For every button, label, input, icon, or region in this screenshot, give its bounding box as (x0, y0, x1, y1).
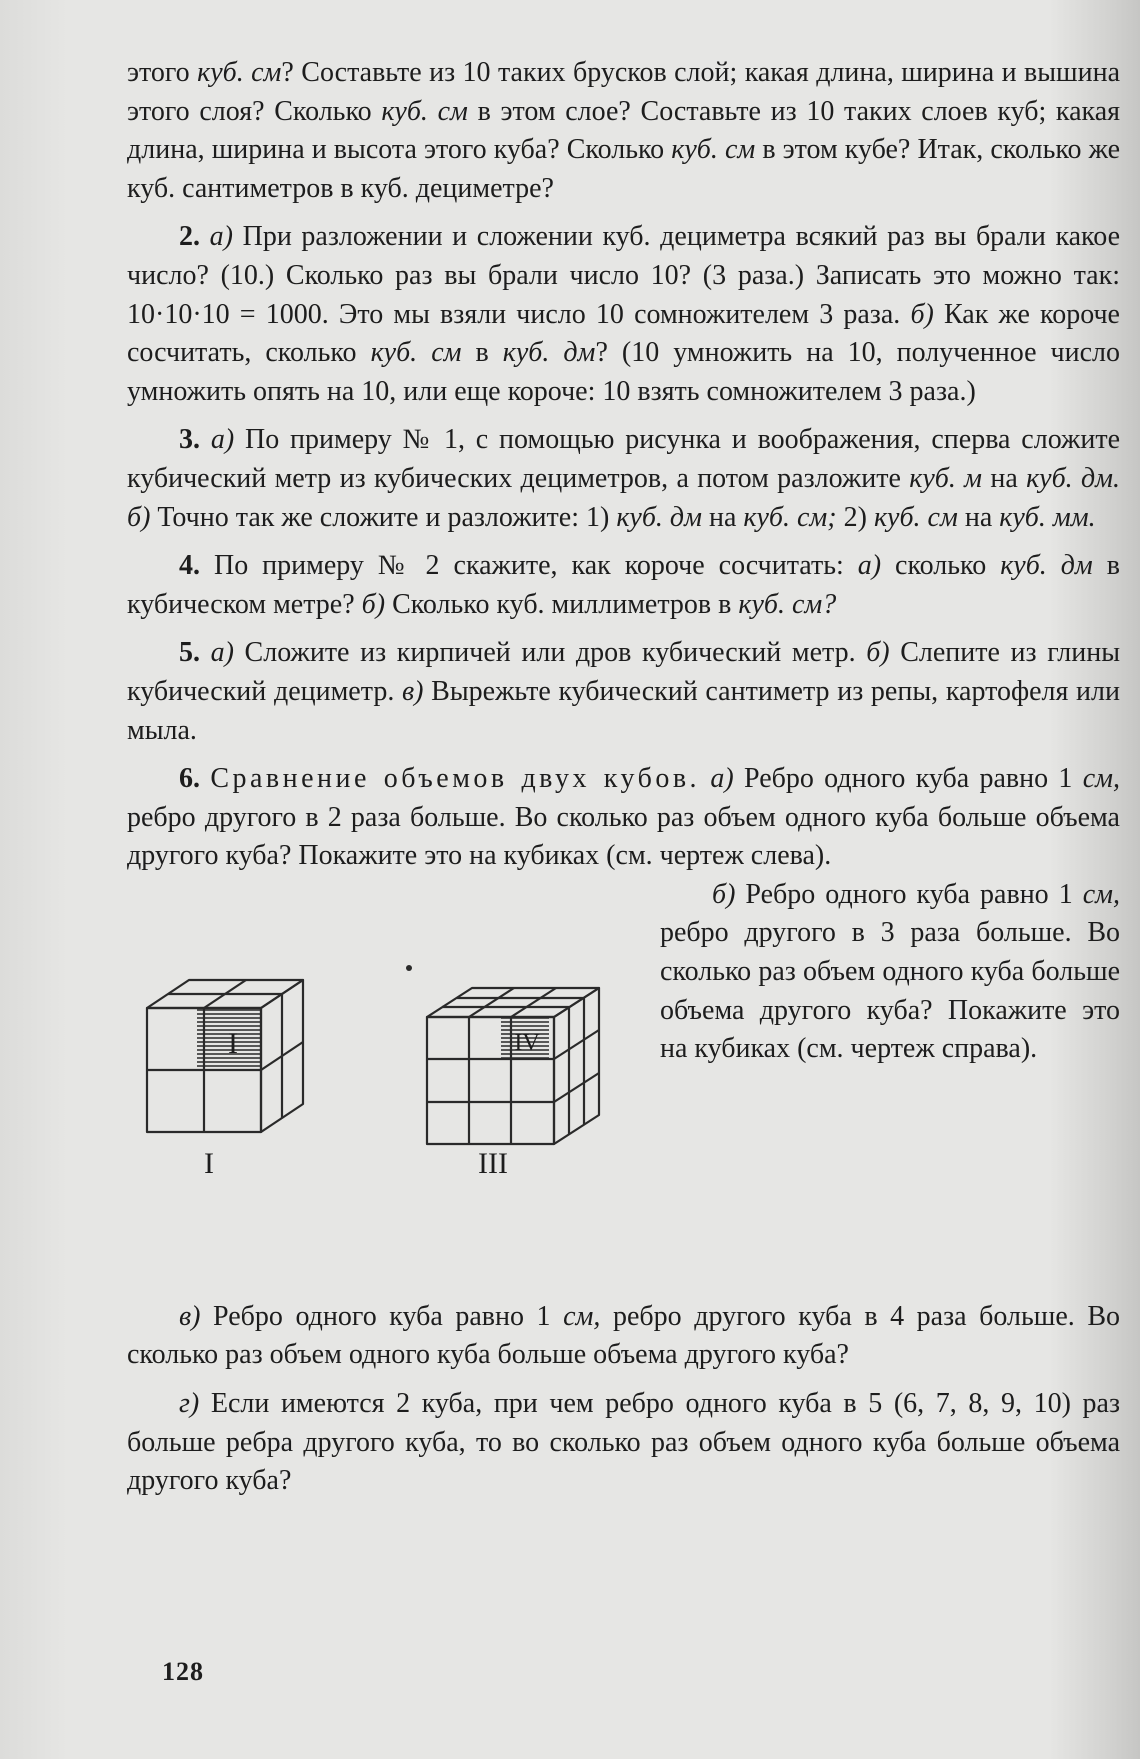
exercise-6-b-part: б) (712, 878, 736, 910)
exercise-5: 5. а) Сложите из кирпичей или дров кубический метр. б) Слепите из глины кубический дециметр. в) Вырежьте кубический сантиметр из репы, картофеля или мыла. (127, 637, 1121, 746)
exercise-3: 3. а) По примеру № 1, с помощью рисунка и воображения, сперва сложите кубический метр из кубических дециметров, а потом разложите куб. м на куб. дм. б) Точно так же сложите и разложите: 1) куб. дм на куб. см; 2) куб. см на куб. мм. (127, 424, 1121, 533)
exercise-6-b-part: Ребро одного куба равно 1 (735, 878, 1083, 910)
exercise-6-b (660, 876, 1120, 1069)
exercise-6-b-part: ребро другого в 3 раза больше. Во сколько раз объем одного куба больше объема другого куба? Покажите это на кубиках (см. чертеж справа). (660, 917, 1120, 1065)
cube2-mark: IV (514, 1029, 540, 1056)
cube1-mark: I (228, 1026, 238, 1060)
exercise-2: 2. а) При разложении и сложении куб. дециметра всякий раз вы брали какое число? (10.) Сколько раз вы брали число 10? (3 раза.) Записать это можно так: 10·10·10 = 1000. Это мы взяли число 10 сомножителем 3 раза. б) Как же короче сосчитать, сколько куб. см в куб. дм? (10 умножить на 10, полученное число умножить опять на 10, или еще короче: 10 взять сомножителем 3 раза.) (127, 221, 1121, 407)
cube-2x2 (147, 980, 303, 1132)
cube1-caption: I (204, 1146, 214, 1180)
exercise-4: 4. По примеру № 2 скажите, как короче сосчитать: а) сколько куб. дм в кубическом метре? б) Сколько куб. миллиметров в куб. см? (127, 550, 1121, 620)
paragraph-1-continued: этого куб. см? Составьте из 10 таких брусков слой; какая длина, ширина и вышина этого слоя? Сколько куб. см в этом слое? Составьте из 10 таких слоев куб; какая длина, ширина и высота этого куба? Сколько куб. см в этом кубе? Итак, сколько же куб. сантиметров в куб. дециметре? (127, 57, 1121, 204)
cubes-figure (127, 876, 653, 1301)
page-text (127, 54, 1120, 1501)
figure-wrap (127, 876, 1120, 1301)
page-number: 128 (162, 1657, 204, 1686)
exercise-6-b-part: см, (1082, 878, 1120, 910)
exercise-6-g: г) Если имеются 2 куба, при чем ребро одного куба в 5 (6, 7, 8, 9, 10) раз больше ребра другого куба, то во сколько раз объем одного куба больше объема другого куба? (127, 1388, 1120, 1497)
exercise-6-wrapped-text (660, 876, 1120, 1069)
cube2-caption: III (478, 1146, 508, 1180)
exercise-6-v: в) Ребро одного куба равно 1 см, ребро другого куба в 4 раза больше. Во сколько раз объем одного куба больше объема другого куба? (127, 1300, 1121, 1371)
cube-3x3 (427, 988, 599, 1144)
exercise-6: 6. Сравнение объемов двух кубов. а) Ребро одного куба равно 1 см, ребро другого в 2 раза больше. Во сколько раз объем одного куба больше объема другого куба? Покажите это на кубиках (см. чертеж слева). (127, 763, 1121, 872)
